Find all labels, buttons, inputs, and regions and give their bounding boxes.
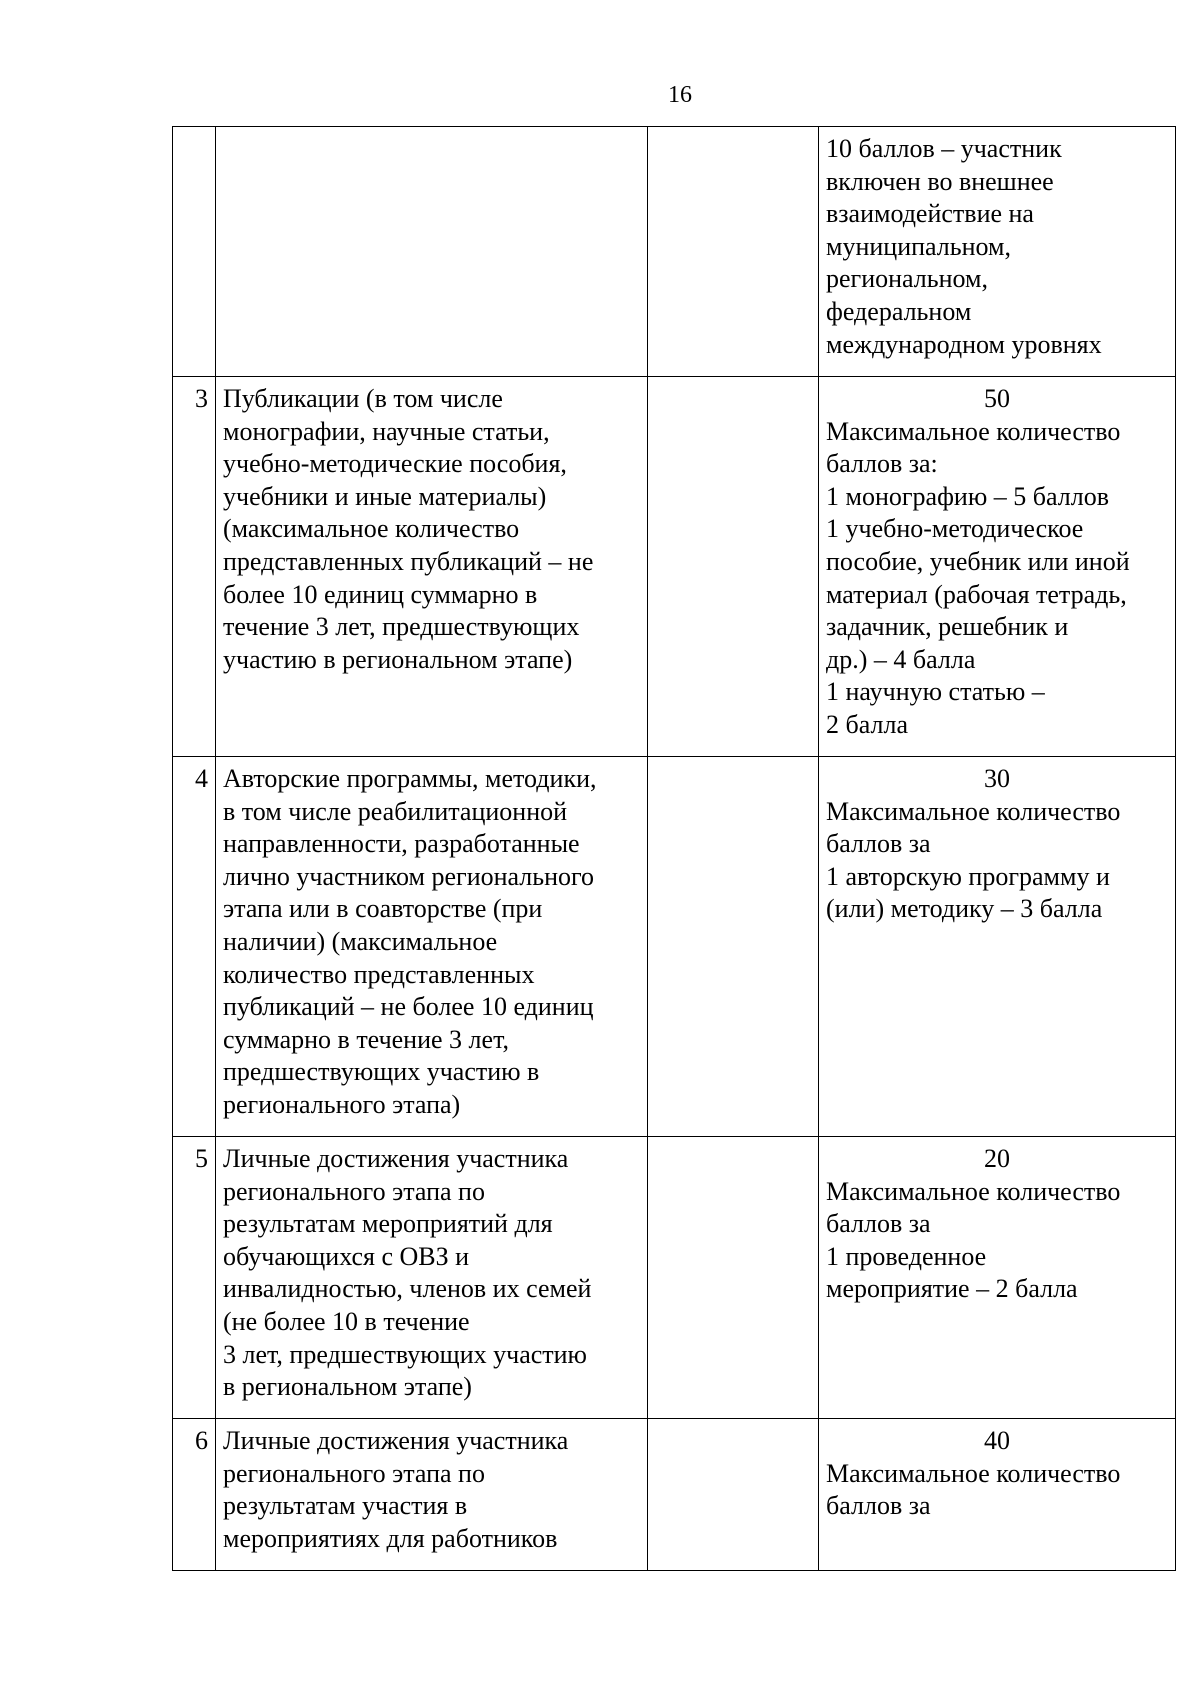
score-cell [819, 127, 1176, 377]
evidence-cell [648, 377, 819, 757]
score-cell [819, 1137, 1176, 1419]
score-cell [819, 757, 1176, 1137]
evidence-cell [648, 1419, 819, 1571]
row-number: 5 [173, 1137, 216, 1419]
criteria-table [172, 126, 1176, 1571]
table-row [173, 1137, 1176, 1419]
score-description: Максимальное количество баллов за [826, 1458, 1121, 1521]
evidence-cell [648, 1137, 819, 1419]
criterion-cell: Публикации (в том числе монографии, научные статьи, учебно-методические пособия, учебники и иные материалы) (максимальное количество представленных публикаций – не более 10 единиц суммарно в течение 3 лет, предшествующих участию в региональном этапе) [216, 377, 648, 757]
criterion-cell: Личные достижения участника регионального этапа по результатам мероприятий для обучающихся с ОВЗ и инвалидностью, членов их семей (не более 10 в течение 3 лет, предшествующих участию в региональном этапе) [216, 1137, 648, 1419]
criterion-cell: Личные достижения участника регионального этапа по результатам участия в мероприятиях для работников [216, 1419, 648, 1571]
evidence-cell [648, 127, 819, 377]
max-score: 30 [984, 764, 1010, 793]
row-number: 6 [173, 1419, 216, 1571]
score-cell [819, 1419, 1176, 1571]
table-row [173, 127, 1176, 377]
row-number [173, 127, 216, 377]
table-row [173, 377, 1176, 757]
score-description: Максимальное количество баллов за: 1 монографию – 5 баллов 1 учебно-методическое пособие, учебник или иной материал (рабочая тетрадь, задачник, решебник и др.) – 4 балла 1 научную статью – 2 балла [826, 416, 1130, 739]
criterion-cell [216, 127, 648, 377]
table-row [173, 757, 1176, 1137]
row-number: 3 [173, 377, 216, 757]
score-description: Максимальное количество баллов за 1 авторскую программу и (или) методику – 3 балла [826, 796, 1121, 924]
row-number: 4 [173, 757, 216, 1137]
score-description: Максимальное количество баллов за 1 проведенное мероприятие – 2 балла [826, 1176, 1121, 1304]
score-cell [819, 377, 1176, 757]
score-description: 10 баллов – участник включен во внешнее взаимодействие на муниципальном, региональном, федеральном международном уровнях [826, 134, 1102, 359]
max-score: 50 [984, 384, 1010, 413]
evidence-cell [648, 757, 819, 1137]
page-number: 16 [668, 82, 692, 108]
max-score: 40 [984, 1426, 1010, 1455]
criterion-cell: Авторские программы, методики, в том числе реабилитационной направленности, разработанные лично участником регионального этапа или в соавторстве (при наличии) (максимальное количество представленных публикаций – не более 10 единиц суммарно в течение 3 лет, предшествующих участию в регионального этапа) [216, 757, 648, 1137]
max-score: 20 [984, 1144, 1010, 1173]
table-row [173, 1419, 1176, 1571]
